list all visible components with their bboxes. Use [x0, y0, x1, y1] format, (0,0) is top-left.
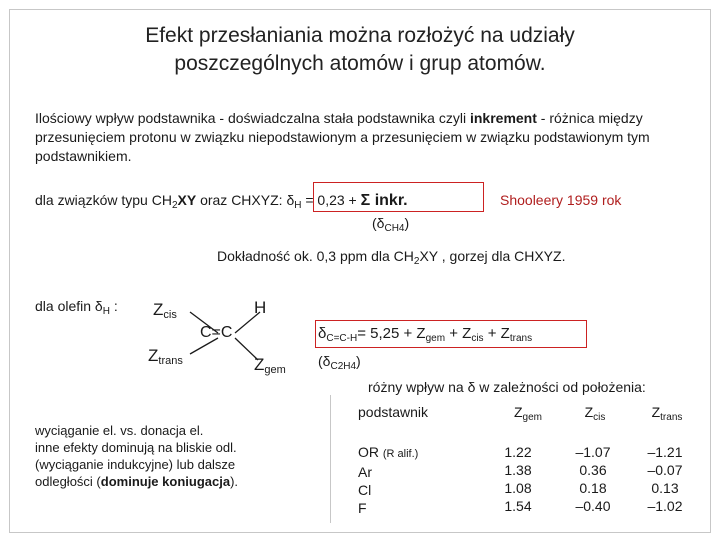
header-cis-z: Z [584, 404, 594, 420]
formula-cis-sub: cis [471, 333, 484, 344]
left-note-bold: dominuje koniugacja [100, 474, 231, 489]
table-col-substituent [358, 443, 418, 517]
shoolery-oraz: oraz CHXYZ: [196, 192, 287, 208]
olefin-label [35, 296, 118, 316]
position-note: różny wpływ na δ w zależności od położenia: [368, 379, 646, 395]
formula-eq: = 5,25 + [357, 325, 417, 342]
table-header-gem [503, 404, 553, 423]
formula-z-gem: Z [416, 325, 426, 342]
delta-sub-h: H [294, 200, 302, 211]
z-cis-sub: cis [163, 309, 177, 321]
table-row: F [358, 500, 367, 516]
z-cis-letter: Z [153, 300, 164, 319]
accuracy-text-2: XY , gorzej dla CHXYZ. [419, 248, 566, 264]
formula-gem-sub: gem [425, 333, 446, 344]
olefin-z-trans [148, 346, 183, 366]
formula-delta-sub: C=C-H [326, 333, 358, 344]
table-header-trans [640, 404, 694, 423]
header-trans-sub: trans [660, 412, 683, 423]
slide-title [0, 22, 720, 78]
table-cell: 1.22 [504, 444, 532, 460]
table-cell: –0.40 [575, 498, 611, 514]
row-name: OR [358, 444, 379, 460]
formula-plus-1: + [445, 325, 463, 342]
olefin-label-prefix: dla olefin δ [35, 298, 103, 314]
table-col-cis [566, 443, 620, 515]
olefin-z-gem [254, 355, 286, 375]
table-cell: –1.02 [647, 498, 683, 514]
olefin-ref-sub: C2H4 [330, 361, 357, 372]
ref-open: (δ [372, 215, 385, 231]
header-cis-sub: cis [593, 412, 606, 423]
header-gem-sub: gem [522, 412, 542, 423]
intro-bold-term: inkrement [469, 110, 537, 126]
shoolery-xy: XY [177, 192, 197, 208]
shoolery-highlight-box [313, 182, 484, 212]
formula-trans-sub: trans [509, 333, 533, 344]
table-row: Ar [358, 464, 372, 480]
table-header-substituent: podstawnik [358, 404, 429, 420]
table-cell: 1.54 [504, 498, 532, 514]
delta-symbol: δ [286, 192, 295, 208]
table-header-cis [570, 404, 620, 423]
left-note-text: wyciąganie el. vs. donacja el. inne efekty dominują na bliskie odl. (wyciąganie indukcyjne) lub dalsze odległości ( [35, 423, 237, 489]
z-trans-letter: Z [148, 346, 159, 365]
table-cell: –1.07 [575, 444, 611, 460]
olefin-ref-close: ) [356, 353, 361, 369]
shoolery-eq: = 0,23 + [301, 192, 361, 208]
table-cell: 0.18 [579, 480, 607, 496]
olefin-double-bond: C=C [200, 324, 233, 341]
table-divider [330, 395, 331, 523]
table-row [358, 443, 418, 463]
row-note: (R alif.) [382, 448, 419, 460]
intro-text-2: - różnica między przesunięciem protonu w związku niepodstawionym a przesunięciem w związku podstawionym tym podstawnikiem. [35, 110, 650, 164]
table-cell: 1.08 [504, 480, 532, 496]
table-cell: 0.13 [651, 480, 679, 496]
header-trans-z: Z [651, 404, 661, 420]
left-note-end: ). [230, 474, 239, 489]
shoolery-sub: 2 [171, 200, 178, 211]
olefin-reference [318, 351, 361, 371]
olefin-ref-open: (δ [318, 353, 331, 369]
title-line-2: poszczególnych atomów i grup atomów. [174, 52, 546, 75]
table-cell: 1.38 [504, 462, 532, 478]
table-col-gem [493, 443, 543, 515]
shoolery-inkr: inkr. [370, 192, 408, 209]
formula-plus-2: + [483, 325, 501, 342]
z-gem-sub: gem [264, 364, 286, 376]
title-line-1: Efekt przesłaniania można rozłożyć na udziały [145, 24, 575, 47]
shoolery-reference [372, 213, 409, 233]
olefin-z-cis [153, 300, 177, 320]
olefin-label-suffix: : [109, 298, 118, 314]
intro-paragraph [35, 109, 685, 166]
table-cell: 0.36 [579, 462, 607, 478]
z-trans-sub: trans [158, 355, 183, 367]
formula-z-cis: Z [462, 325, 472, 342]
shoolery-author: Shooleery 1959 rok [500, 192, 622, 208]
olefin-label-sub: H [102, 306, 110, 317]
left-note [35, 422, 305, 490]
table-cell: –0.07 [647, 462, 683, 478]
accuracy-text-1: Dokładność ok. 0,3 ppm dla CH [217, 248, 414, 264]
accuracy-note [217, 246, 565, 266]
shoolery-prefix: dla związków typu CH [35, 192, 172, 208]
accuracy-sub: 2 [413, 256, 420, 267]
olefin-formula-box [315, 320, 587, 348]
z-gem-letter: Z [254, 355, 265, 374]
table-col-trans [638, 443, 692, 515]
olefin-h-atom: H [254, 298, 267, 317]
formula-z-trans: Z [500, 325, 510, 342]
ref-close: ) [404, 215, 410, 231]
table-cell: –1.21 [647, 444, 683, 460]
header-gem-z: Z [513, 404, 523, 420]
formula-delta: δ [318, 325, 327, 342]
table-row: Cl [358, 482, 372, 498]
sigma-symbol: Σ [360, 192, 371, 209]
intro-text-1: Ilościowy wpływ podstawnika - doświadczalna stała podstawnika czyli [35, 110, 470, 126]
ref-sub: CH4 [384, 223, 405, 234]
